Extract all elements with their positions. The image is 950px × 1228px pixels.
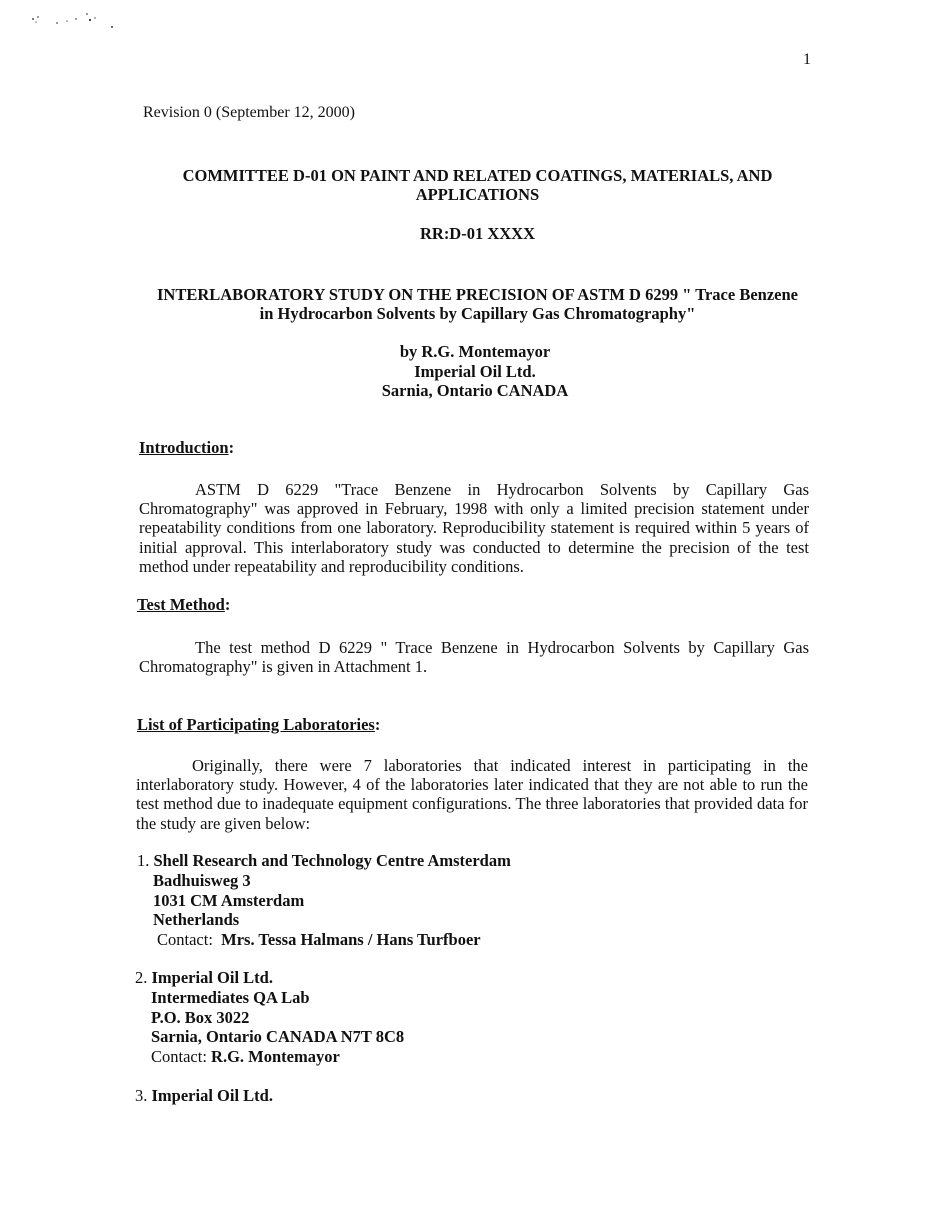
lab-entry-3 <box>135 1086 273 1106</box>
lab-contact <box>137 930 511 950</box>
lab-entry-2 <box>135 968 404 1067</box>
scan-specks <box>30 12 120 32</box>
study-title-line-2: in Hydrocarbon Solvents by Capillary Gas Chromatography" <box>259 304 696 323</box>
test-method-heading-text: Test Method <box>137 595 225 614</box>
participating-labs-heading <box>137 715 380 735</box>
contact-label: Contact: <box>157 930 213 950</box>
lab-address-line: P.O. Box 3022 <box>151 1007 250 1027</box>
lab-contact-name: R.G. Montemayor <box>211 1047 340 1067</box>
byline <box>300 342 650 401</box>
introduction-paragraph: ASTM D 6229 "Trace Benzene in Hydrocarbon Solvents by Capillary Gas Chromatography" was approved in February, 1998 with only a limited precision statement under repeatability conditions from one laboratory. Reproducibility statement is required within 5 years of initial approval. This interlaboratory study was conducted to determine the precision of the test method under repeatability and reproducibility conditions. <box>139 480 809 576</box>
contact-label: Contact: <box>151 1047 207 1067</box>
lab-contact <box>135 1047 404 1067</box>
participating-labs-heading-text: List of Participating Laboratories <box>137 715 375 734</box>
heading-colon: : <box>228 438 235 457</box>
lab-number: 3. <box>135 1086 148 1105</box>
byline-location: Sarnia, Ontario CANADA <box>381 381 569 400</box>
page-number: 1 <box>803 51 811 68</box>
committee-heading <box>150 166 805 204</box>
committee-line-2: APPLICATIONS <box>415 185 540 204</box>
byline-author: by R.G. Montemayor <box>399 342 551 361</box>
lab-number: 1. <box>137 851 150 870</box>
lab-name: Shell Research and Technology Centre Amsterdam <box>153 851 511 870</box>
byline-organization: Imperial Oil Ltd. <box>414 361 536 381</box>
heading-colon: : <box>374 715 381 734</box>
lab-entry-1 <box>137 851 511 950</box>
introduction-heading <box>139 438 234 458</box>
study-title-line-1: INTERLABORATORY STUDY ON THE PRECISION OF ASTM D 6299 " Trace Benzene <box>157 285 798 304</box>
lab-address-line: Sarnia, Ontario CANADA N7T 8C8 <box>151 1027 405 1047</box>
revision-line: Revision 0 (September 12, 2000) <box>143 104 355 121</box>
lab-address-line: Badhuisweg 3 <box>153 870 251 890</box>
lab-address-line: Netherlands <box>153 910 240 930</box>
lab-name: Imperial Oil Ltd. <box>151 1086 273 1105</box>
participating-labs-paragraph: Originally, there were 7 laboratories that indicated interest in participating in the interlaboratory study. However, 4 of the laboratories later indicated that they are not able to run the test method due to inadequate equipment configurations. The three laboratories that provided data for the study are given below: <box>136 756 808 833</box>
lab-name: Imperial Oil Ltd. <box>151 968 273 987</box>
test-method-paragraph: The test method D 6229 " Trace Benzene in Hydrocarbon Solvents by Capillary Gas Chromatography" is given in Attachment 1. <box>139 638 809 677</box>
report-id: RR:D-01 XXXX <box>419 224 536 243</box>
lab-address-line: Intermediates QA Lab <box>151 987 310 1007</box>
lab-contact-name: Mrs. Tessa Halmans / Hans Turfboer <box>221 930 481 950</box>
introduction-heading-text: Introduction <box>139 438 229 457</box>
lab-address-line: 1031 CM Amsterdam <box>153 890 305 910</box>
lab-number: 2. <box>135 968 148 987</box>
study-title <box>135 285 820 323</box>
heading-colon: : <box>224 595 231 614</box>
test-method-heading <box>137 595 230 615</box>
committee-line-1: COMMITTEE D-01 ON PAINT AND RELATED COATINGS, MATERIALS, AND <box>182 166 773 185</box>
